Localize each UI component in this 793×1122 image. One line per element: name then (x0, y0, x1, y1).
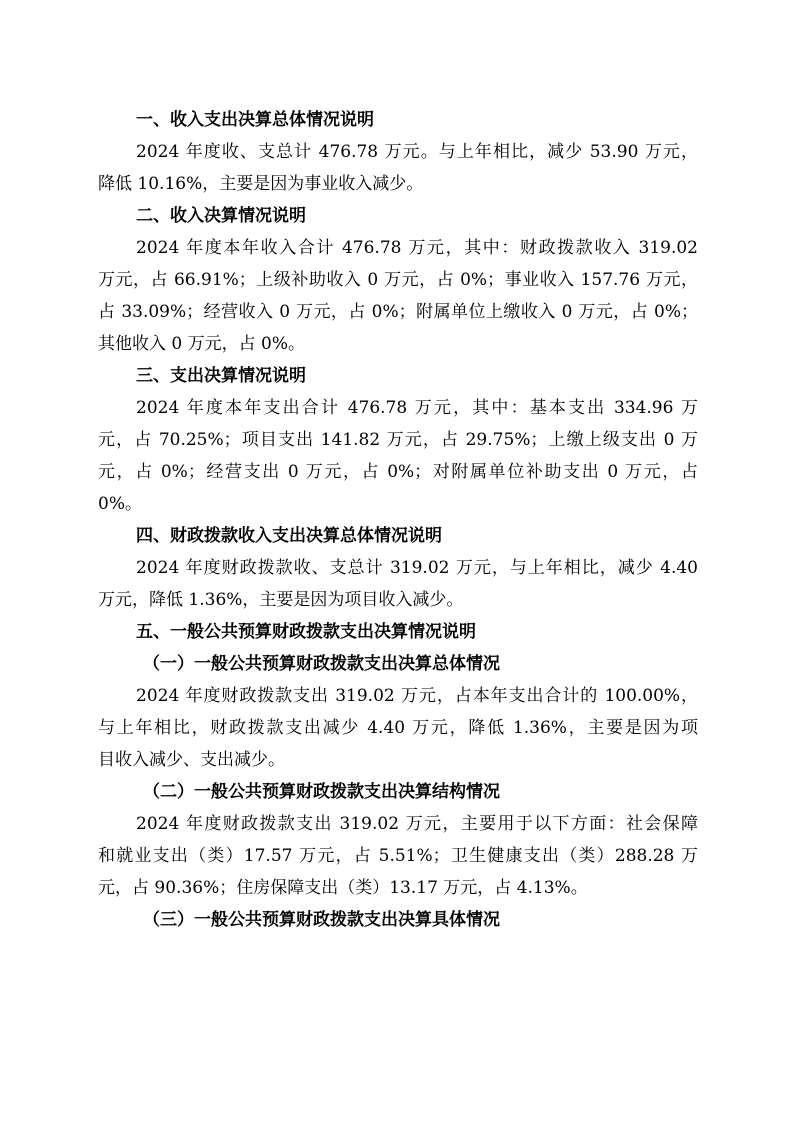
paragraph-line: 2024 年度财政拨款收、支总计 319.02 万元，与上年相比，减少 4.40 (136, 558, 698, 578)
paragraph (98, 552, 698, 616)
paragraph-line: 元，占 90.36%；住房保障支出（类）13.17 万元，占 4.13%。 (98, 878, 588, 898)
paragraph-line: 2024 年度财政拨款支出 319.02 万元，占本年支出合计的 100.00%， (136, 686, 698, 706)
paragraph-line: 和就业支出（类）17.57 万元，占 5.51%；卫生健康支出（类）288.28 万 (98, 846, 698, 866)
paragraph-line: 其他收入 0 万元，占 0%。 (98, 334, 305, 354)
paragraph-line: 万元，降低 1.36%，主要是因为项目收入减少。 (98, 590, 464, 610)
paragraph (98, 392, 698, 520)
paragraph (98, 136, 698, 200)
paragraph-line: 元，占 0%；经营支出 0 万元，占 0%；对附属单位补助支出 0 万元，占 (98, 462, 698, 482)
paragraph-line: 2024 年度本年收入合计 476.78 万元，其中：财政拨款收入 319.02 (136, 238, 698, 258)
paragraph-line: 2024 年度收、支总计 476.78 万元。与上年相比，减少 53.90 万元， (136, 142, 698, 162)
section-heading: 五、一般公共预算财政拨款支出决算情况说明 (136, 622, 476, 642)
paragraph-line: 占 33.09%；经营收入 0 万元，占 0%；附属单位上缴收入 0 万元，占 0%； (98, 302, 698, 322)
section-heading: 二、收入决算情况说明 (136, 206, 306, 226)
paragraph-line: 万元，占 66.91%；上级补助收入 0 万元，占 0%；事业收入 157.76 万元， (98, 270, 698, 290)
subsection-heading: （一）一般公共预算财政拨款支出决算总体情况 (143, 654, 500, 674)
subsection-heading: （三）一般公共预算财政拨款支出决算具体情况 (143, 910, 500, 930)
paragraph-line: 目收入减少、支出减少。 (98, 750, 285, 770)
section-heading: 三、支出决算情况说明 (136, 366, 306, 386)
section-heading: 一、收入支出决算总体情况说明 (136, 110, 374, 130)
paragraph-line: 2024 年度本年支出合计 476.78 万元，其中：基本支出 334.96 万 (136, 398, 698, 418)
paragraph-line: 降低 10.16%，主要是因为事业收入减少。 (98, 174, 424, 194)
section-heading: 四、财政拨款收入支出决算总体情况说明 (136, 526, 442, 546)
paragraph (98, 808, 698, 904)
paragraph-line: 元，占 70.25%；项目支出 141.82 万元，占 29.75%；上缴上级支出 0 万 (98, 430, 698, 450)
paragraph-line: 0%。 (98, 494, 142, 514)
paragraph-line: 与上年相比，财政拨款支出减少 4.40 万元，降低 1.36%，主要是因为项 (98, 718, 698, 738)
paragraph (98, 680, 698, 776)
document-body (98, 104, 698, 936)
paragraph (98, 232, 698, 360)
subsection-heading: （二）一般公共预算财政拨款支出决算结构情况 (143, 782, 500, 802)
paragraph-line: 2024 年度财政拨款支出 319.02 万元，主要用于以下方面：社会保障 (136, 814, 698, 834)
